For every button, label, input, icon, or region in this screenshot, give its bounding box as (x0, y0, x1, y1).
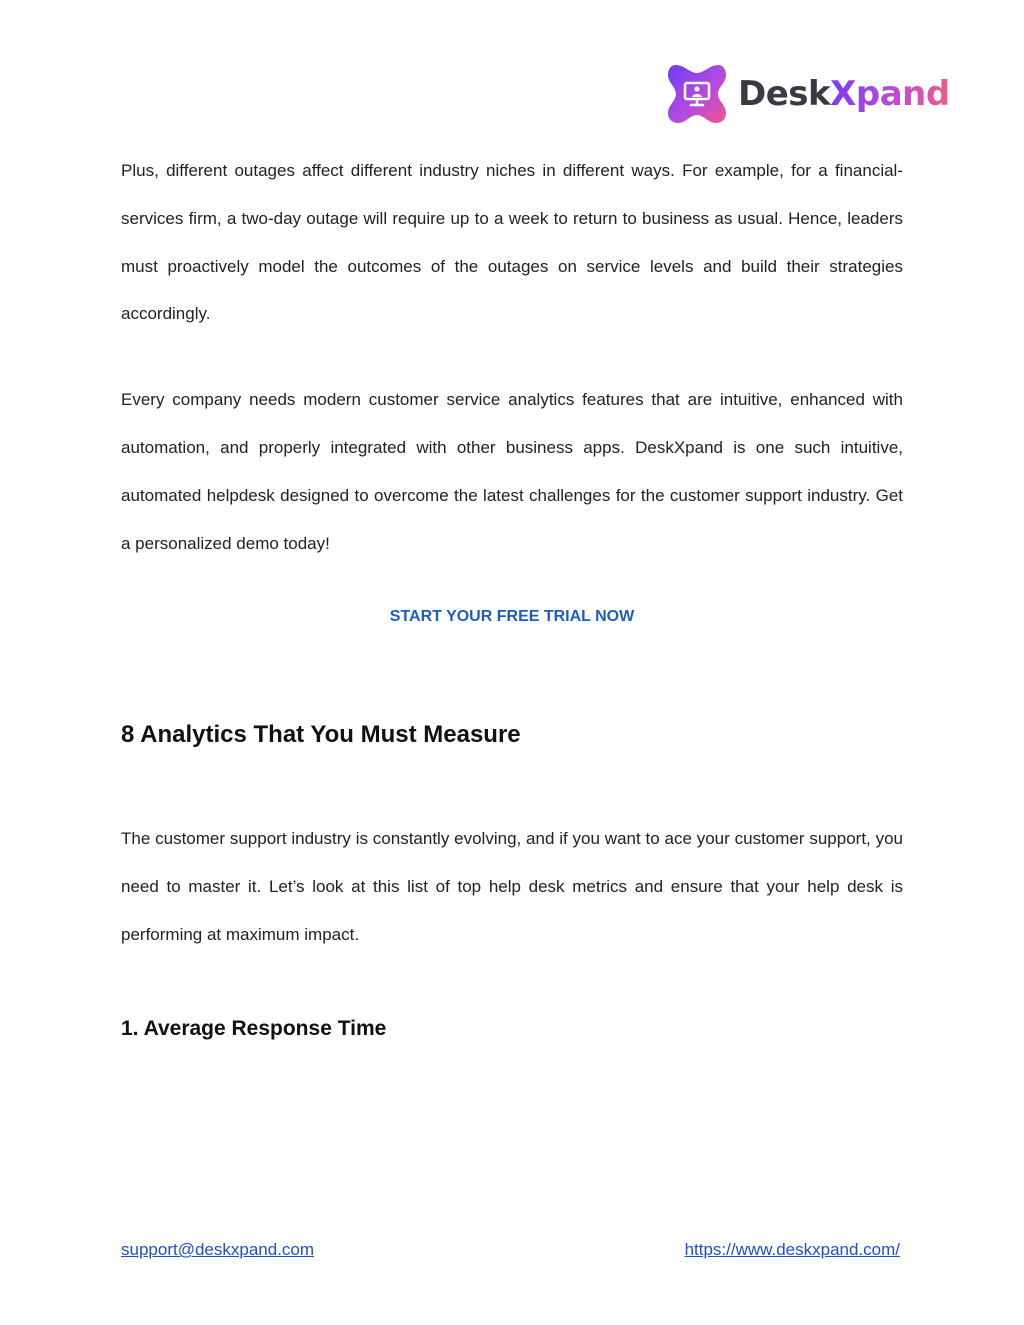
paragraph-analytics-features: Every company needs modern customer service analytics features that are intuitive, enhanced with automation, and properly integrated with other business apps. DeskXpand is one such intuitive, automated helpdesk designed to overcome the latest challenges for the customer support industry. Get a personalized demo today! (121, 390, 903, 553)
logo-text-xpand: Xpand (830, 74, 950, 114)
start-free-trial-link[interactable]: START YOUR FREE TRIAL NOW (389, 608, 635, 626)
website-link[interactable]: https://www.deskxpand.com/ (684, 1240, 900, 1259)
support-email-link[interactable]: support@deskxpand.com (121, 1240, 315, 1259)
logo-wordmark (738, 74, 950, 114)
paragraph-intro-metrics: The customer support industry is constantly evolving, and if you want to ace your customer support, you need to master it. Let’s look at this list of top help desk metrics and ensure that your help desk is performing at maximum impact. (121, 829, 903, 944)
document-content (121, 147, 903, 1045)
logo-text-desk: Desk (738, 74, 831, 114)
section-heading: 8 Analytics That You Must Measure (121, 721, 521, 749)
subsection-heading: 1. Average Response Time (121, 1016, 387, 1040)
deskxpand-logo (664, 60, 950, 128)
paragraph-outages: Plus, different outages affect different industry niches in different ways. For example, for a financial-services firm, a two-day outage will require up to a week to return to business as usual. Hence, leaders must proactively model the outcomes of the outages on service levels and build their strategies accordingly. (121, 161, 903, 324)
deskxpand-logo-icon (664, 61, 730, 127)
